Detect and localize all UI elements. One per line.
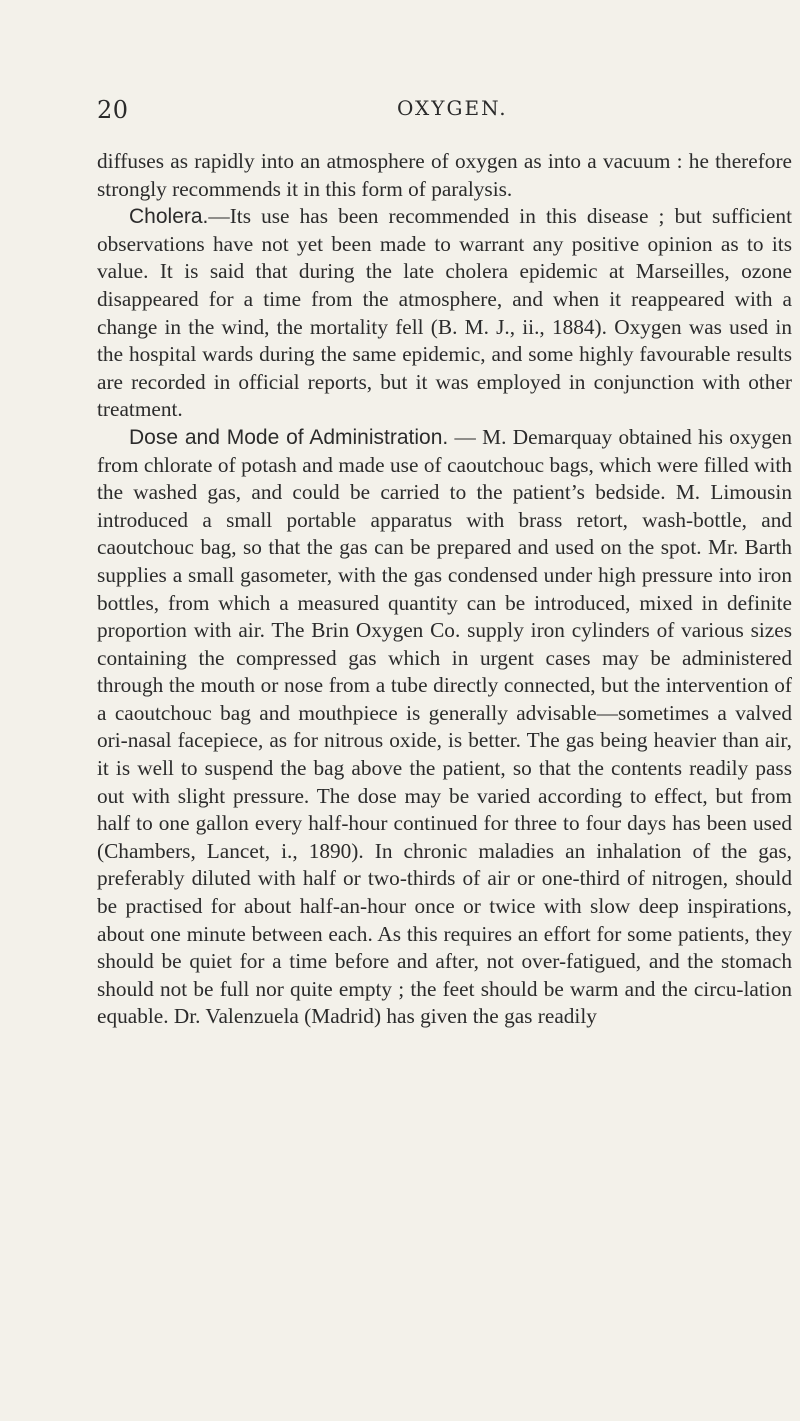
section-heading-dose: Dose and Mode of Administration. [129, 425, 449, 449]
paragraph-text: —Its use has been recommended in this disease ; but sufficient observations have not yet been made to warrant any positive opinion as to its value. It is said that during the late cholera epidemic at Marseilles, ozone disappeared for a time from the atmosphere, and when it reappeared with a change in the wind, the mortality fell (B. M. J., ii., 1884). Oxygen was used in the hospital wards during the same epidemic, and some highly favourable results are recorded in official reports, but it was employed in conjunction with other treatment. [97, 204, 792, 422]
paragraph-continuation [97, 148, 792, 203]
paragraph-dose-administration [97, 424, 792, 1031]
paragraph-text: diffuses as rapidly into an atmosphere of oxygen as into a vacuum : he therefore strongly recommends it in this form of paralysis. [97, 149, 792, 201]
running-title: OXYGEN. [397, 96, 508, 120]
page-header [97, 96, 777, 136]
paragraph-text: — M. Demarquay obtained his oxygen from chlorate of potash and made use of caoutchouc bags, which were filled with the washed gas, and could be carried to the patient’s bedside. M. Limousin introduced a small portable apparatus with brass retort, wash-bottle, and caoutchouc bag, so that the gas can be prepared and used on the spot. Mr. Barth supplies a small gasometer, with the gas condensed under high pressure into iron bottles, from which a measured quantity can be introduced, mixed in definite proportion with air. The Brin Oxygen Co. supply iron cylinders of various sizes containing the compressed gas which in urgent cases may be administered through the mouth or nose from a tube directly connected, but the intervention of a caoutchouc bag and mouthpiece is generally advisable—sometimes a valved ori-nasal facepiece, as for nitrous oxide, is better. The gas being heavier than air, it is well to suspend the bag above the patient, so that the contents readily pass out with slight pressure. The dose may be varied according to effect, but from half to one gallon every half-hour continued for three to four days has been used (Chambers, Lancet, i., 1890). In chronic maladies an inhalation of the gas, preferably diluted with half or two-thirds of air or one-third of nitrogen, should be practised for about half-an-hour once or twice with slow deep inspirations, about one minute between each. As this requires an effort for some patients, they should be quiet for a time before and after, not over-fatigued, and the stomach should not be full nor quite empty ; the feet should be warm and the circu-lation equable. Dr. Valenzuela (Madrid) has given the gas readily [97, 424, 792, 1029]
paragraph-cholera [97, 203, 792, 424]
body-text [97, 148, 792, 1031]
section-heading-cholera: Cholera. [129, 205, 209, 229]
page-number: 20 [97, 96, 129, 124]
